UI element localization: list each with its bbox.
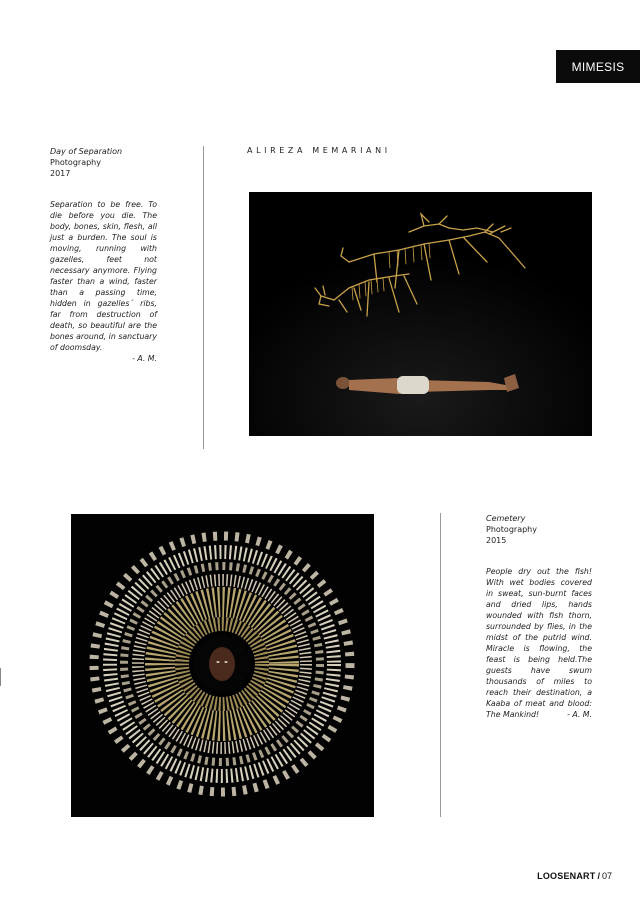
work1-signature: - A. M. [132,354,157,363]
work1-meta [50,146,122,179]
work1-text: Separation to be free. To die before you die. The body, bones, skin, flesh, all just a burden. The soul is moving, running with gazelles, feet not necessary anymore. Flying faster than a wind, faster than a passing time, hidden in gazelles´ ribs, far from destruction of death, so beautiful are the bones around, in sanctuary of doomsday. [50,200,157,352]
fish-mandala-image [71,514,374,817]
work1-medium: Photography [50,158,101,167]
edge-mark [0,668,1,686]
work2-title: Cemetery [486,514,526,523]
footer-separator: / [597,871,600,881]
work2-meta [486,513,537,546]
footer-brand: LOOSENART [537,871,596,881]
page-footer [537,871,612,881]
photo-day-of-separation [249,192,592,436]
skeletons-and-figure-image [249,192,592,436]
face [209,647,235,681]
artist-name: ALIREZA MEMARIANI [247,146,391,155]
page-number: 07 [601,871,612,881]
section-tag: MIMESIS [556,50,640,83]
work2-year: 2015 [486,536,507,545]
divider-line [440,513,441,817]
work1-year: 2017 [50,169,71,178]
work1-title: Day of Separation [50,147,123,156]
work2-text: People dry out the fish! With wet bodies covered in sweat, sun-burnt faces and dried lips, hands wounded with fish thorn, surrounded by flies, in the midst of the putrid wind. Miracle is flowing, the feast is being held.The guests have swum thousands of miles to reach their destination, a Kaaba of meat and blood: The Mankind! [486,567,592,719]
photo-cemetery [71,514,374,817]
work2-signature: - A. M. [567,710,592,719]
work2-medium: Photography [486,525,537,534]
divider-line [203,146,204,449]
